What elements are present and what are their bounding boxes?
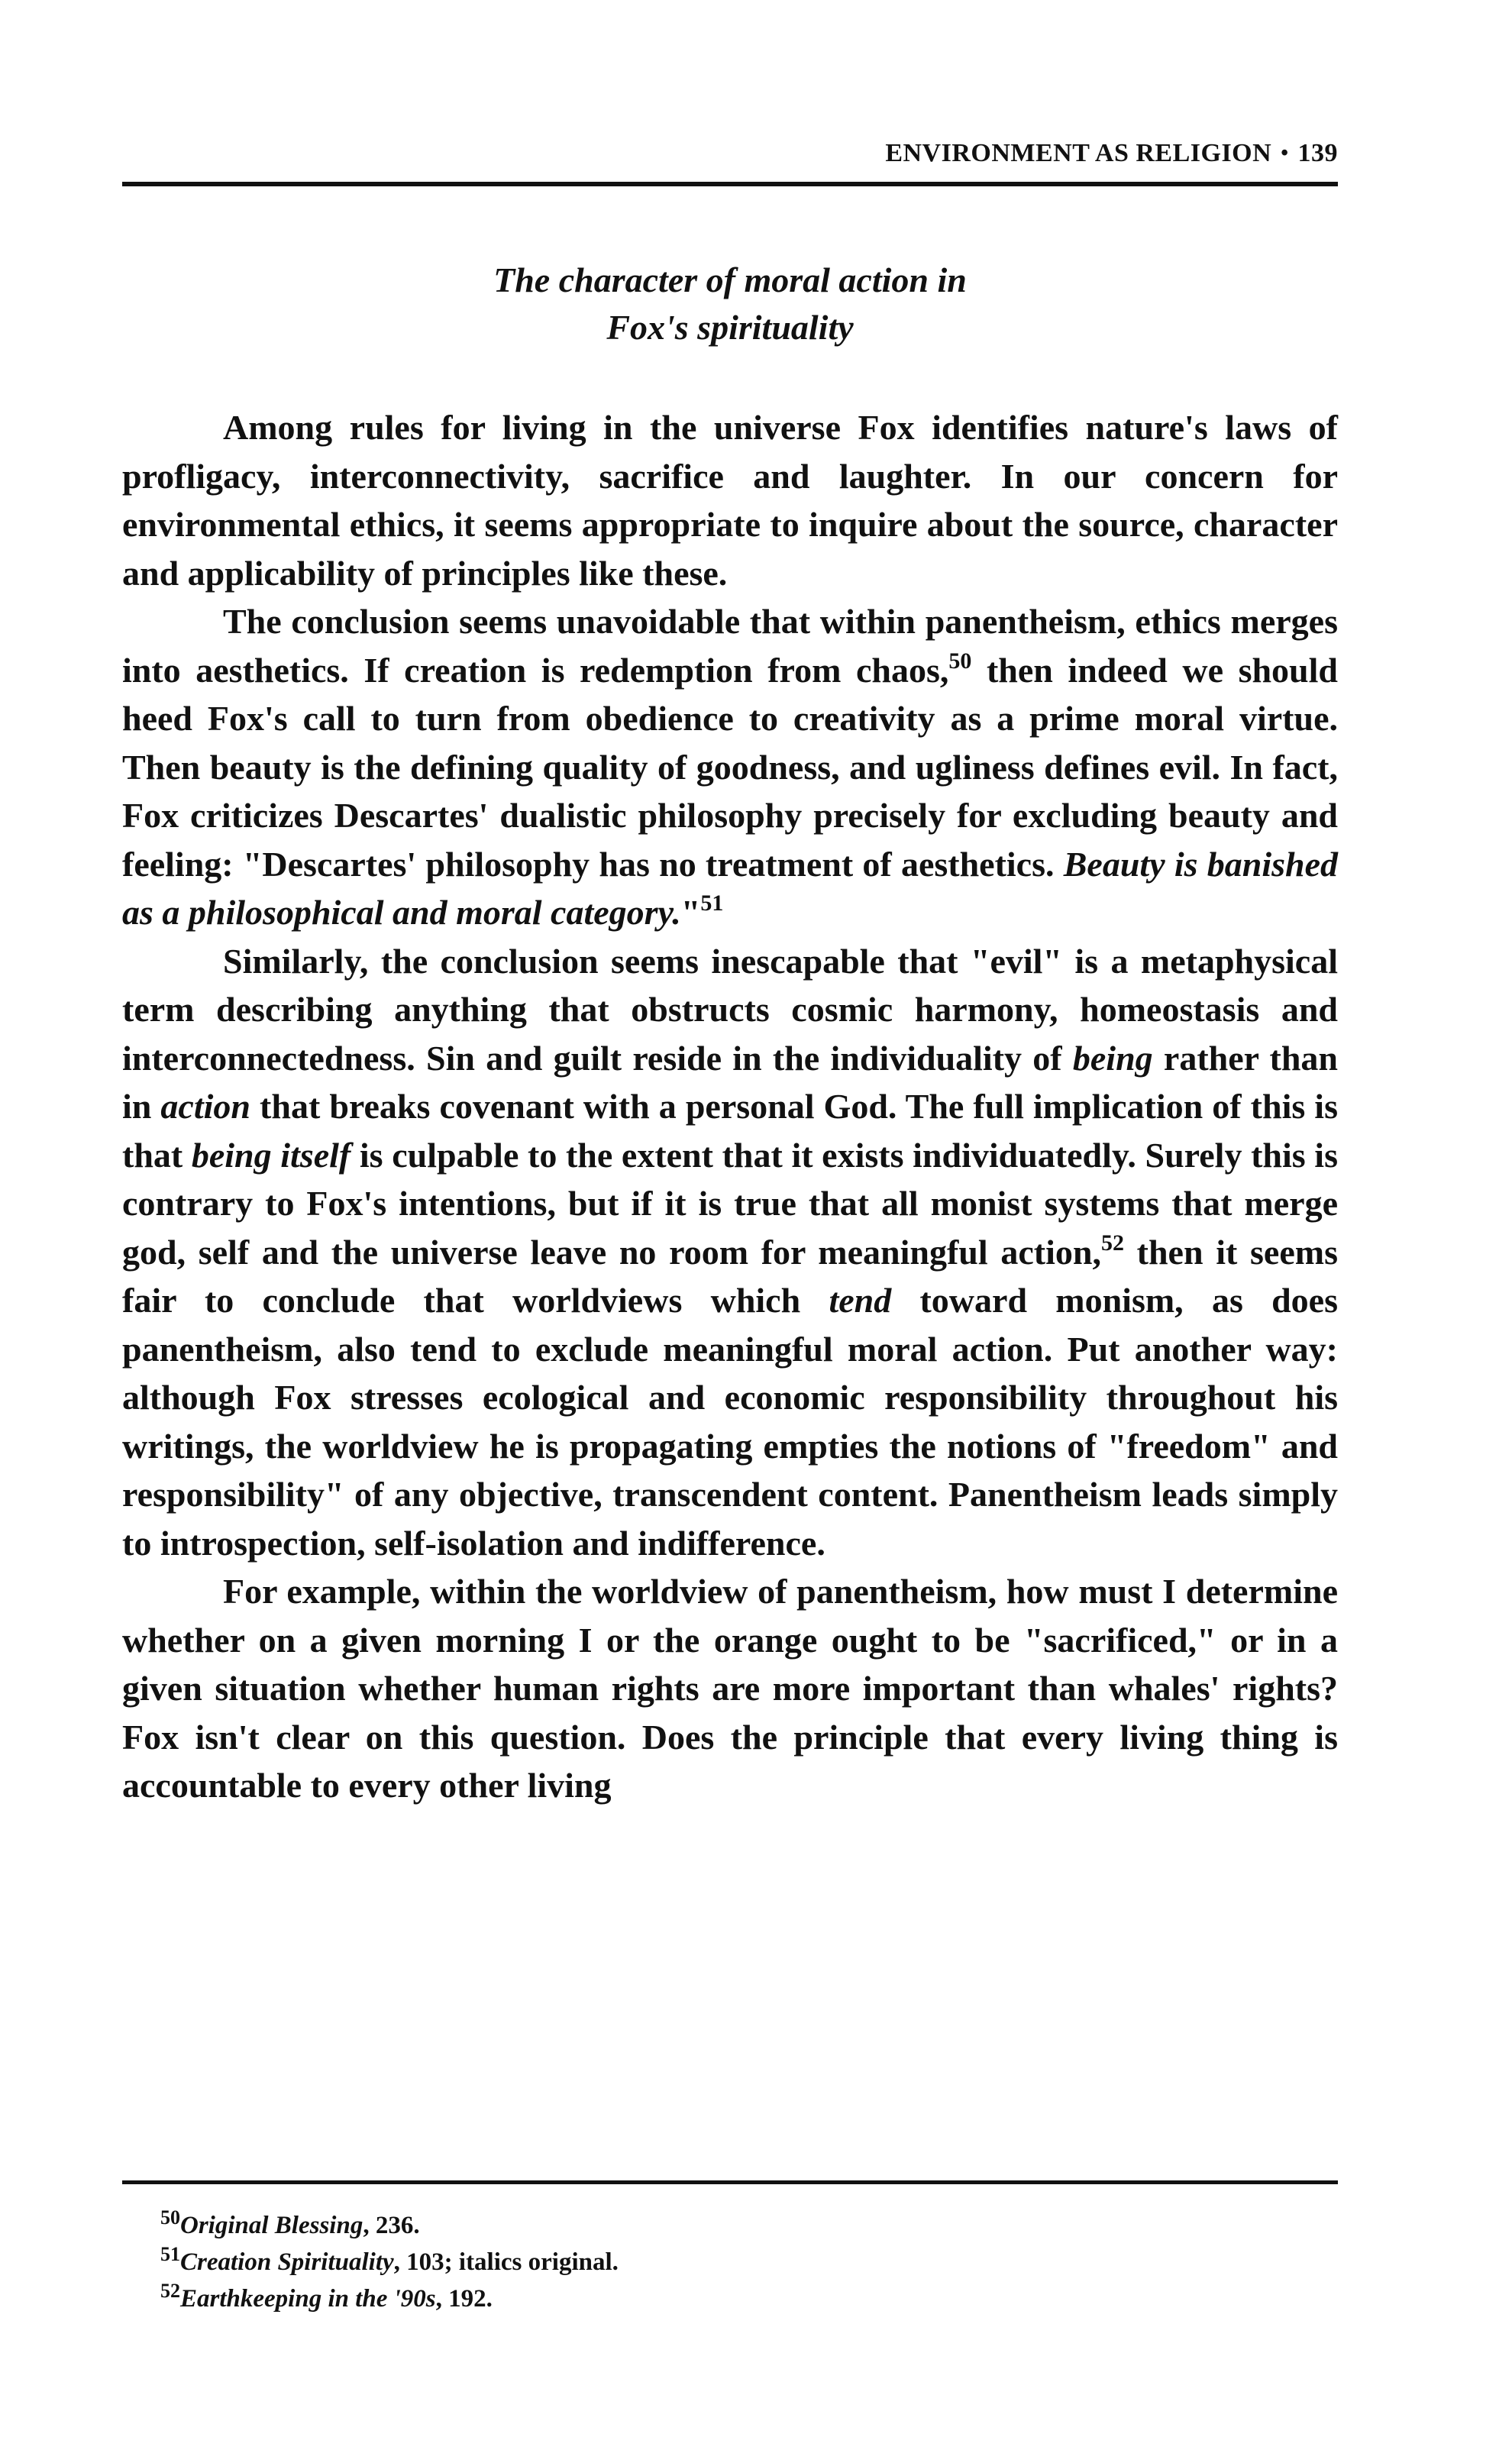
- running-title: ENVIRONMENT AS RELIGION: [885, 139, 1272, 167]
- section-title-line-2: Fox's spirituality: [606, 308, 854, 347]
- footnote-ref-51: 51: [700, 890, 724, 916]
- paragraph-1: [122, 403, 1338, 597]
- footnote-detail: , 192.: [435, 2285, 493, 2313]
- footnote-number: 52: [160, 2280, 180, 2302]
- paragraph-2: [122, 597, 1338, 937]
- header-rule: [122, 182, 1338, 186]
- footnote-50: [160, 2207, 1306, 2244]
- paragraph-2-italic: Beauty is banished as a philosophical and moral category.: [122, 844, 1339, 932]
- paragraph-2-text-a: The conclusion seems unavoidable that within panentheism, ethics merges into aesthetics. If creation is redemption from chaos,: [122, 602, 1338, 690]
- paragraph-2-text-b: then indeed we should heed Fox's call to turn from obedience to creativity as a prime moral virtue. Then beauty is the defining quality of goodness, and ugliness defines evil. In fact, Fox criticizes Descartes' dualistic philosophy precisely for excluding beauty and feeling: "Descartes' philosophy has no treatment of aesthetics.: [122, 650, 1338, 884]
- bullet-separator: •: [1281, 141, 1289, 165]
- footnote-number: 50: [160, 2206, 180, 2229]
- footnote-title: Earthkeeping in the '90s: [180, 2285, 436, 2313]
- footnote-detail: , 236.: [363, 2212, 420, 2239]
- section-title: [122, 257, 1338, 351]
- footnote-rule: [122, 2180, 1338, 2184]
- footnote-ref-50: 50: [948, 648, 972, 674]
- paragraph-1-text: Among rules for living in the universe Fox identifies nature's laws of profligacy, interconnectivity, sacrifice and laughter. In our concern for environmental ethics, it seems appropriate to inquire about the source, character and applicability of principles like these.: [122, 408, 1338, 593]
- footnote-ref-52: 52: [1100, 1230, 1124, 1256]
- paragraph-3-text-a: Similarly, the conclusion seems inescapable that "evil" is a metaphysical term describing anything that obstructs cosmic harmony, homeostasis and interconnectedness. Sin and guilt reside in the individuality of: [122, 941, 1338, 1078]
- footnote-51: [160, 2244, 1306, 2280]
- italic-being: being: [1072, 1038, 1153, 1078]
- paragraph-3-text-c: that breaks covenant with a personal God. The full implication of this is that: [122, 1087, 1338, 1175]
- body-text: [122, 403, 1338, 1810]
- footnotes: [160, 2207, 1306, 2317]
- paragraph-3-text-d: is culpable to the extent that it exists individuatedly. Surely this is contrary to Fox's intentions, but if it is true that all monist systems that merge god, self and the universe leave no room for meaningful action,: [122, 1135, 1338, 1272]
- paragraph-4: [122, 1567, 1338, 1810]
- running-header: [122, 139, 1338, 168]
- footnote-title: Creation Spirituality: [180, 2248, 394, 2276]
- section-title-line-1: The character of moral action in: [493, 260, 967, 299]
- footnote-title: Original Blessing: [180, 2212, 363, 2239]
- italic-tend: tend: [829, 1281, 892, 1320]
- closing-quote: ": [680, 893, 701, 932]
- paragraph-3-text-e: then it seems fair to conclude that worldviews which: [122, 1232, 1338, 1320]
- footnote-detail: , 103; italics original.: [393, 2248, 619, 2276]
- footnote-number: 51: [160, 2243, 180, 2265]
- footnote-52: [160, 2280, 1306, 2317]
- paragraph-4-text: For example, within the worldview of panentheism, how must I determine whether on a given morning I or the orange ought to be "sacrificed," or in a given situation whether human rights are more important than whales' rights? Fox isn't clear on this question. Does the principle that every living thing is accountable to every other living: [122, 1572, 1338, 1805]
- paragraph-3: [122, 937, 1338, 1568]
- paragraph-3-text-b: rather than in: [122, 1038, 1338, 1126]
- page-number: 139: [1297, 139, 1338, 167]
- italic-action: action: [160, 1087, 250, 1126]
- italic-being-itself: being itself: [191, 1135, 351, 1175]
- paragraph-3-text-f: toward monism, as does panentheism, also tend to exclude meaningful moral action. Put another way: although Fox stresses ecological and economic responsibility throughout his writings, the worldview he is propagating empties the notions of "freedom" and responsibility" of any objective, transcendent content. Panentheism leads simply to introspection, self-isolation and indifference.: [122, 1281, 1339, 1563]
